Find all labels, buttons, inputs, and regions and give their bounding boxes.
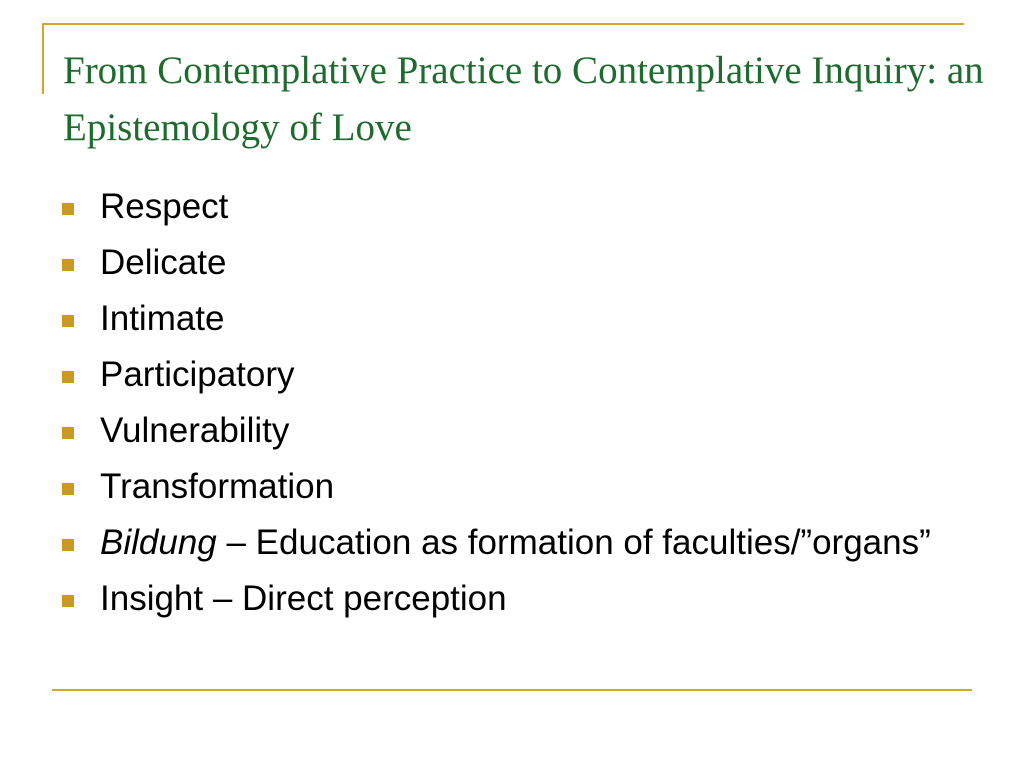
bullet-list xyxy=(62,185,962,633)
square-bullet-icon xyxy=(62,203,74,215)
bullet-text: Vulnerability xyxy=(100,411,290,450)
list-item xyxy=(62,409,962,453)
list-item xyxy=(62,521,962,565)
square-bullet-icon xyxy=(62,427,74,439)
list-item xyxy=(62,577,962,621)
bullet-text: Insight – Direct perception xyxy=(100,579,507,618)
bildung-term: Bildung xyxy=(100,523,217,562)
bildung-definition: – Education as formation of faculties/”organs” xyxy=(216,523,931,562)
bullet-text: Respect xyxy=(100,187,229,226)
square-bullet-icon xyxy=(62,539,74,551)
slide-title: From Contemplative Practice to Contemplative Inquiry: an Epistemology of Love xyxy=(63,49,984,149)
bullet-text: Delicate xyxy=(100,243,227,282)
list-item xyxy=(62,353,962,397)
left-accent-rule xyxy=(42,23,44,94)
bullet-text: Transformation xyxy=(100,467,335,506)
square-bullet-icon xyxy=(62,259,74,271)
bullet-text xyxy=(100,521,962,565)
bullet-text: Participatory xyxy=(100,355,295,394)
list-item xyxy=(62,465,962,509)
list-item xyxy=(62,185,962,229)
square-bullet-icon xyxy=(62,483,74,495)
bullet-text: Intimate xyxy=(100,299,225,338)
square-bullet-icon xyxy=(62,315,74,327)
list-item xyxy=(62,241,962,285)
top-accent-rule xyxy=(42,23,964,25)
list-item xyxy=(62,297,962,341)
square-bullet-icon xyxy=(62,595,74,607)
bottom-accent-rule xyxy=(52,689,972,691)
square-bullet-icon xyxy=(62,371,74,383)
